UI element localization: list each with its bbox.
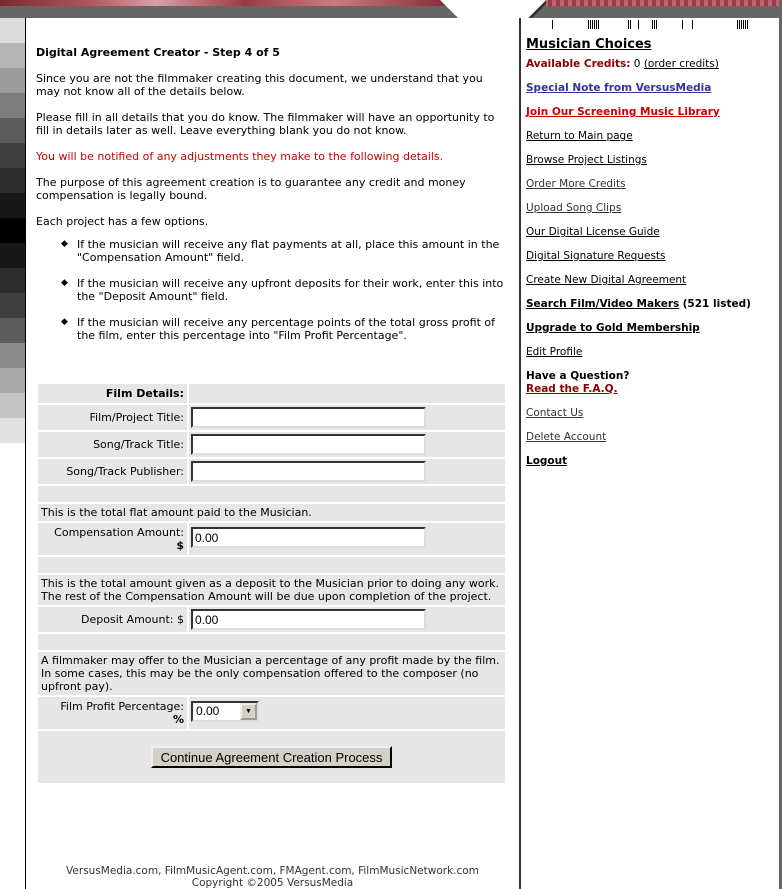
barcode-decoration xyxy=(548,20,778,29)
agreement-form xyxy=(38,384,505,785)
header-banner-right xyxy=(528,0,782,18)
sidebar xyxy=(526,37,776,479)
compensation-input[interactable]: 0.00 xyxy=(191,527,426,548)
signature-requests-link[interactable]: Digital Signature Requests xyxy=(526,250,666,262)
join-library-link[interactable]: Join Our Screening Music Library xyxy=(526,106,720,118)
section-title: Film Details: xyxy=(38,384,187,403)
credits-value: 0 xyxy=(633,58,641,70)
option-item: ◆ If the musician will receive any upfront deposits for their work, enter this into the "Deposit Amount" field. xyxy=(61,277,504,303)
option-item: ◆ If the musician will receive any flat payments at all, place this amount in the "Compensation Amount" field. xyxy=(61,238,500,264)
options-list xyxy=(36,238,506,342)
purpose-paragraph: The purpose of this agreement creation is to guarantee any credit and money compensation is legally bound. xyxy=(36,176,466,202)
create-agreement-link[interactable]: Create New Digital Agreement xyxy=(526,274,687,286)
profit-label: Film Profit Percentage: % xyxy=(38,697,187,729)
contact-us-link[interactable]: Contact Us xyxy=(526,407,584,419)
browse-projects-link[interactable]: Browse Project Listings xyxy=(526,154,647,166)
instructions-paragraph: Please fill in all details that you do know. The filmmaker will have an opportunity to fill in details later as well. Leave everything blank you do not know. xyxy=(36,111,495,137)
deposit-label: Deposit Amount: $ xyxy=(38,607,187,632)
page-title: Digital Agreement Creator - Step 4 of 5 xyxy=(36,46,280,59)
return-main-link[interactable]: Return to Main page xyxy=(526,130,633,142)
compensation-description: This is the total flat amount paid to the Musician. xyxy=(38,504,505,521)
compensation-label: Compensation Amount: $ xyxy=(38,523,187,555)
search-makers-link[interactable]: Search Film/Video Makers xyxy=(526,298,680,310)
order-credits-link[interactable]: (order credits) xyxy=(643,58,719,70)
upload-clips-link[interactable]: Upload Song Clips xyxy=(526,202,622,214)
banner-bevel xyxy=(440,0,458,18)
deposit-description: This is the total amount given as a deposit to the Musician prior to doing any work. The rest of the Compensation Amount will be due upon completion of the project. xyxy=(38,575,505,605)
song-title-label: Song/Track Title: xyxy=(38,432,187,457)
option-item: ◆ If the musician will receive any percentage points of the total gross profit of the film, enter this percentage into "Film Profit Percentage". xyxy=(61,316,496,342)
header-banner-left xyxy=(0,0,458,18)
film-title-input[interactable] xyxy=(191,407,426,428)
sidebar-divider xyxy=(519,18,521,889)
sidebar-title: Musician Choices xyxy=(526,37,652,52)
upgrade-gold-link[interactable]: Upgrade to Gold Membership xyxy=(526,322,700,334)
banner-bevel xyxy=(528,0,546,18)
intro-paragraph: Since you are not the filmmaker creating this document, we understand that you may not know all of the details below. xyxy=(36,72,483,98)
options-intro: Each project has a few options. xyxy=(36,215,209,228)
bullet-icon: ◆ xyxy=(61,278,68,288)
footer-copyright: Copyright ©2005 VersusMedia xyxy=(191,877,354,889)
film-title-label: Film/Project Title: xyxy=(38,405,187,430)
banner-photo xyxy=(0,0,445,6)
profit-percentage-select[interactable]: 0.00 ▼ xyxy=(191,701,259,722)
notice-text: You will be notified of any adjustments they make to the following details. xyxy=(36,150,444,163)
delete-account-link[interactable]: Delete Account xyxy=(526,431,607,443)
license-guide-link[interactable]: Our Digital License Guide xyxy=(526,226,660,238)
faq-link[interactable]: Read the F.A.Q. xyxy=(526,383,618,395)
continue-button[interactable]: Continue Agreement Creation Process xyxy=(151,746,393,768)
edit-profile-link[interactable]: Edit Profile xyxy=(526,346,583,358)
publisher-label: Song/Track Publisher: xyxy=(38,459,187,484)
logout-link[interactable]: Logout xyxy=(526,455,568,467)
profit-description: A filmmaker may offer to the Musician a percentage of any profit made by the film. In some cases, this may be the only compensation offered to the composer (no upfront pay). xyxy=(38,652,505,695)
footer-sites: VersusMedia.com, FilmMusicAgent.com, FMAgent.com, FilmMusicNetwork.com xyxy=(66,865,479,877)
question-label: Have a Question? xyxy=(526,370,630,382)
chevron-down-icon[interactable]: ▼ xyxy=(240,703,257,720)
main-content xyxy=(36,46,506,355)
gradient-strip xyxy=(0,18,25,443)
bullet-icon: ◆ xyxy=(61,239,68,249)
search-count: (521 listed) xyxy=(682,298,751,310)
special-note-link[interactable]: Special Note from VersusMedia xyxy=(526,82,712,94)
footer xyxy=(26,865,519,889)
main-divider xyxy=(25,18,26,889)
publisher-input[interactable] xyxy=(191,461,426,482)
credits-label: Available Credits: xyxy=(526,58,631,70)
banner-photo xyxy=(540,0,782,6)
deposit-input[interactable]: 0.00 xyxy=(191,609,426,630)
song-title-input[interactable] xyxy=(191,434,426,455)
order-more-credits-link[interactable]: Order More Credits xyxy=(526,178,626,190)
bullet-icon: ◆ xyxy=(61,317,68,327)
